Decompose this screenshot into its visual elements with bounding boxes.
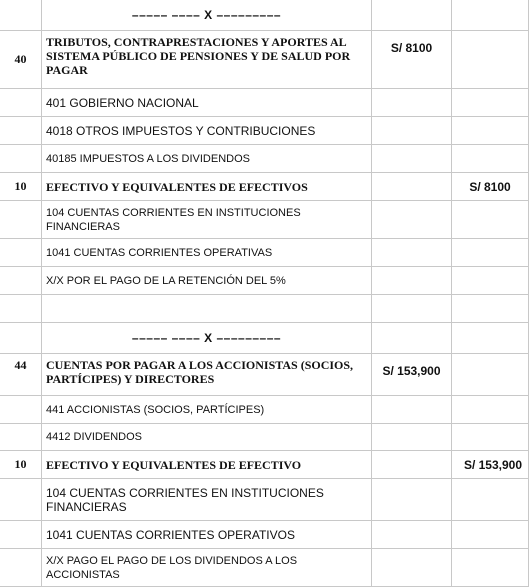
debit-amount: S/ 8100 <box>372 31 452 89</box>
sub-account: 104 CUENTAS CORRIENTES EN INSTITUCIONES FINANCIERAS <box>42 201 372 239</box>
table-row <box>0 117 529 145</box>
sub-account: 441 ACCIONISTAS (SOCIOS, PARTÍCIPES) <box>42 396 372 424</box>
debit-amount: S/ 153,900 <box>372 354 452 396</box>
table-row <box>0 549 529 587</box>
account-code: 10 <box>0 173 42 201</box>
sub-account: 104 CUENTAS CORRIENTES EN INSTITUCIONES FINANCIERAS <box>42 479 372 521</box>
credit-cell <box>452 31 529 89</box>
table-row <box>0 239 529 267</box>
account-name: EFECTIVO Y EQUIVALENTES DE EFECTIVO <box>42 451 372 479</box>
sub-account: 4018 OTROS IMPUESTOS Y CONTRIBUCIONES <box>42 117 372 145</box>
table-row <box>0 396 529 424</box>
table-row <box>0 479 529 521</box>
entry-separator: ––––– –––– X ––––––––– <box>42 0 372 31</box>
table-row <box>0 145 529 173</box>
credit-amount: S/ 8100 <box>452 173 529 201</box>
credit-amount: S/ 153,900 <box>452 451 529 479</box>
table-row <box>0 521 529 549</box>
entry-separator: ––––– –––– X ––––––––– <box>42 323 372 354</box>
table-row <box>0 31 529 89</box>
table-row <box>0 323 529 354</box>
table-row <box>0 173 529 201</box>
account-name: TRIBUTOS, CONTRAPRESTACIONES Y APORTES AL SISTEMA PÚBLICO DE PENSIONES Y DE SALUD POR PAGAR <box>42 31 372 89</box>
table-row <box>0 267 529 295</box>
entry-gloss: X/X POR EL PAGO DE LA RETENCIÓN DEL 5% <box>42 267 372 295</box>
account-code: 44 <box>0 354 42 396</box>
sub-account: 1041 CUENTAS CORRIENTES OPERATIVOS <box>42 521 372 549</box>
account-name: CUENTAS POR PAGAR A LOS ACCIONISTAS (SOCIOS, PARTÍCIPES) Y DIRECTORES <box>42 354 372 396</box>
debit-cell <box>372 0 452 31</box>
table-row <box>0 295 529 323</box>
table-row <box>0 0 529 31</box>
account-name: EFECTIVO Y EQUIVALENTES DE EFECTIVOS <box>42 173 372 201</box>
code-cell <box>0 0 42 31</box>
sub-account: 4412 DIVIDENDOS <box>42 424 372 451</box>
credit-cell <box>452 0 529 31</box>
entry-gloss: X/X PAGO EL PAGO DE LOS DIVIDENDOS A LOS ACCIONISTAS <box>42 549 372 587</box>
sub-account: 40185 IMPUESTOS A LOS DIVIDENDOS <box>42 145 372 173</box>
account-code: 40 <box>0 31 42 89</box>
table-row <box>0 201 529 239</box>
table-row <box>0 424 529 451</box>
sub-account: 401 GOBIERNO NACIONAL <box>42 89 372 117</box>
table-row <box>0 451 529 479</box>
account-code: 10 <box>0 451 42 479</box>
table-row <box>0 89 529 117</box>
sub-account: 1041 CUENTAS CORRIENTES OPERATIVAS <box>42 239 372 267</box>
table-row <box>0 354 529 396</box>
